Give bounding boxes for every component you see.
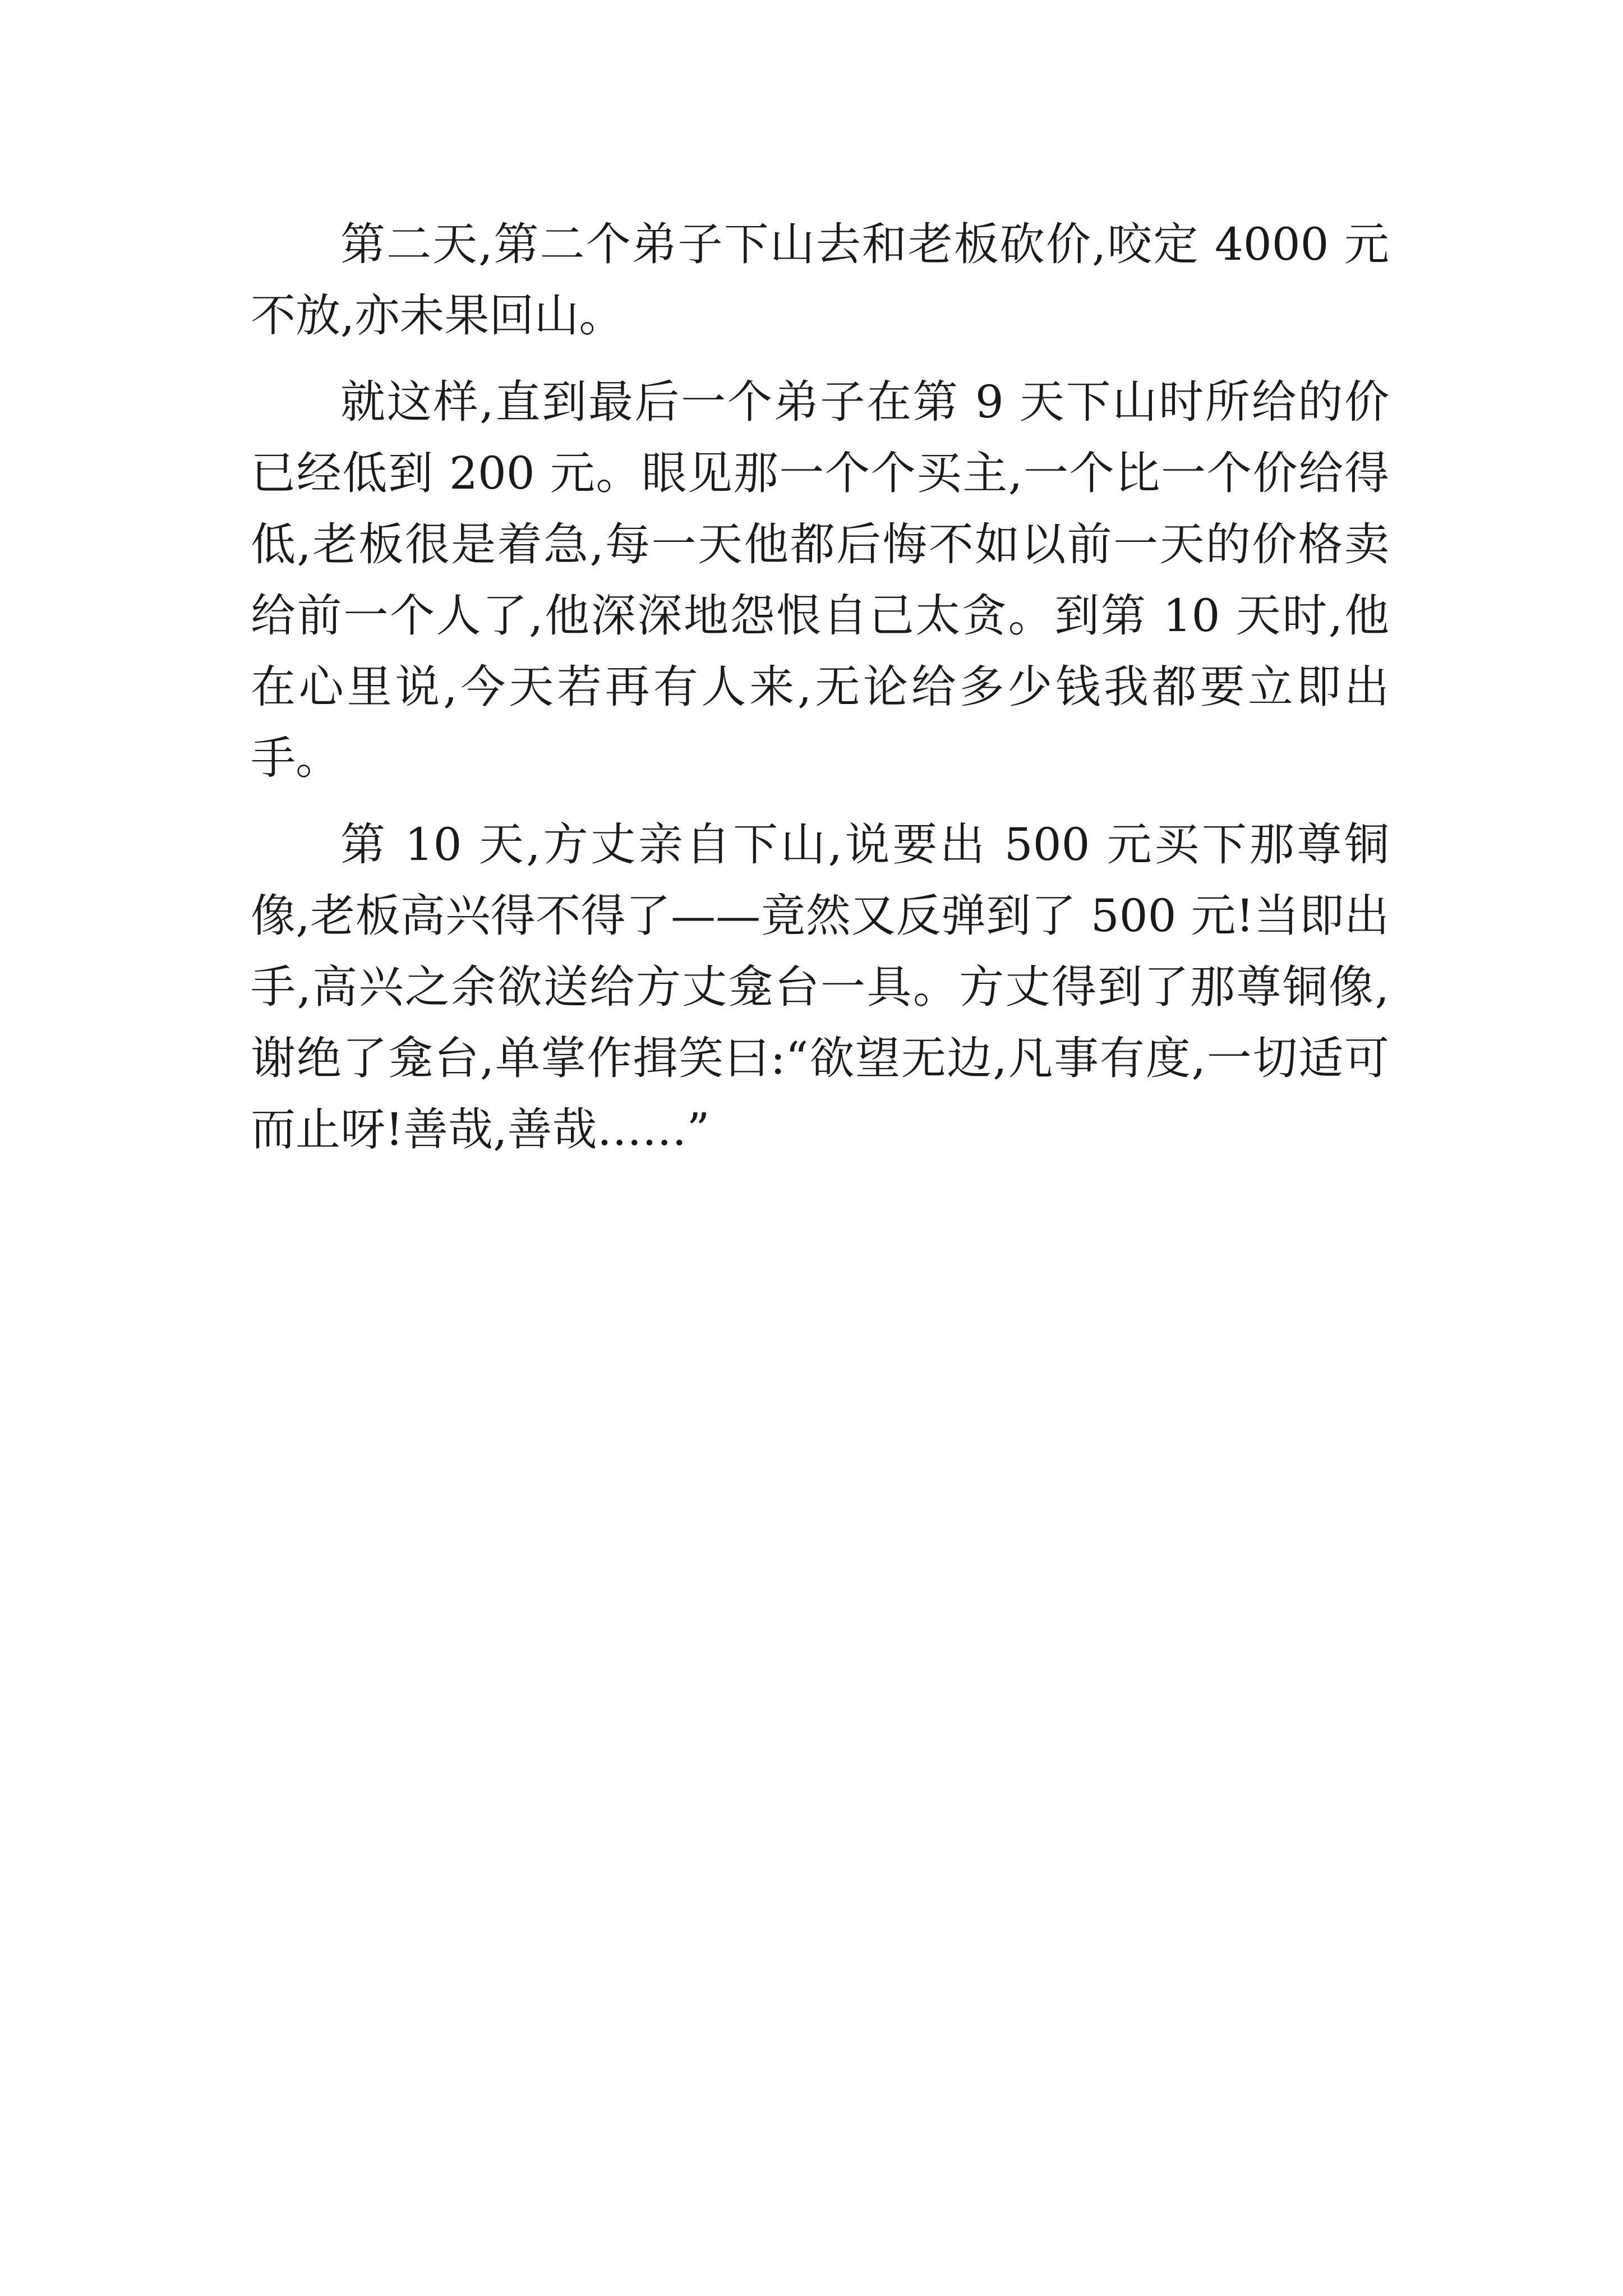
paragraph-1: 第二天,第二个弟子下山去和老板砍价,咬定 4000 元不放,亦未果回山。 — [251, 218, 1389, 342]
paragraph-3: 第 10 天,方丈亲自下山,说要出 500 元买下那尊铜像,老板高兴得不得了——竟然又反弹到了 500 元!当即出手,高兴之余欲送给方丈龛台一具。方丈得到了那尊铜像,谢绝了龛台,单掌作揖笑曰:“欲望无边,凡事有度,一切适可而止呀!善哉,善哉……” — [251, 818, 1389, 1156]
paragraph-2: 就这样,直到最后一个弟子在第 9 天下山时所给的价已经低到 200 元。眼见那一个个买主,一个比一个价给得低,老板很是着急,每一天他都后悔不如以前一天的价格卖给前一个人了,他深深地怨恨自己太贪。到第 10 天时,他在心里说,今天若再有人来,无论给多少钱我都要立即出手。 — [251, 376, 1389, 784]
body-text — [251, 209, 1389, 1180]
